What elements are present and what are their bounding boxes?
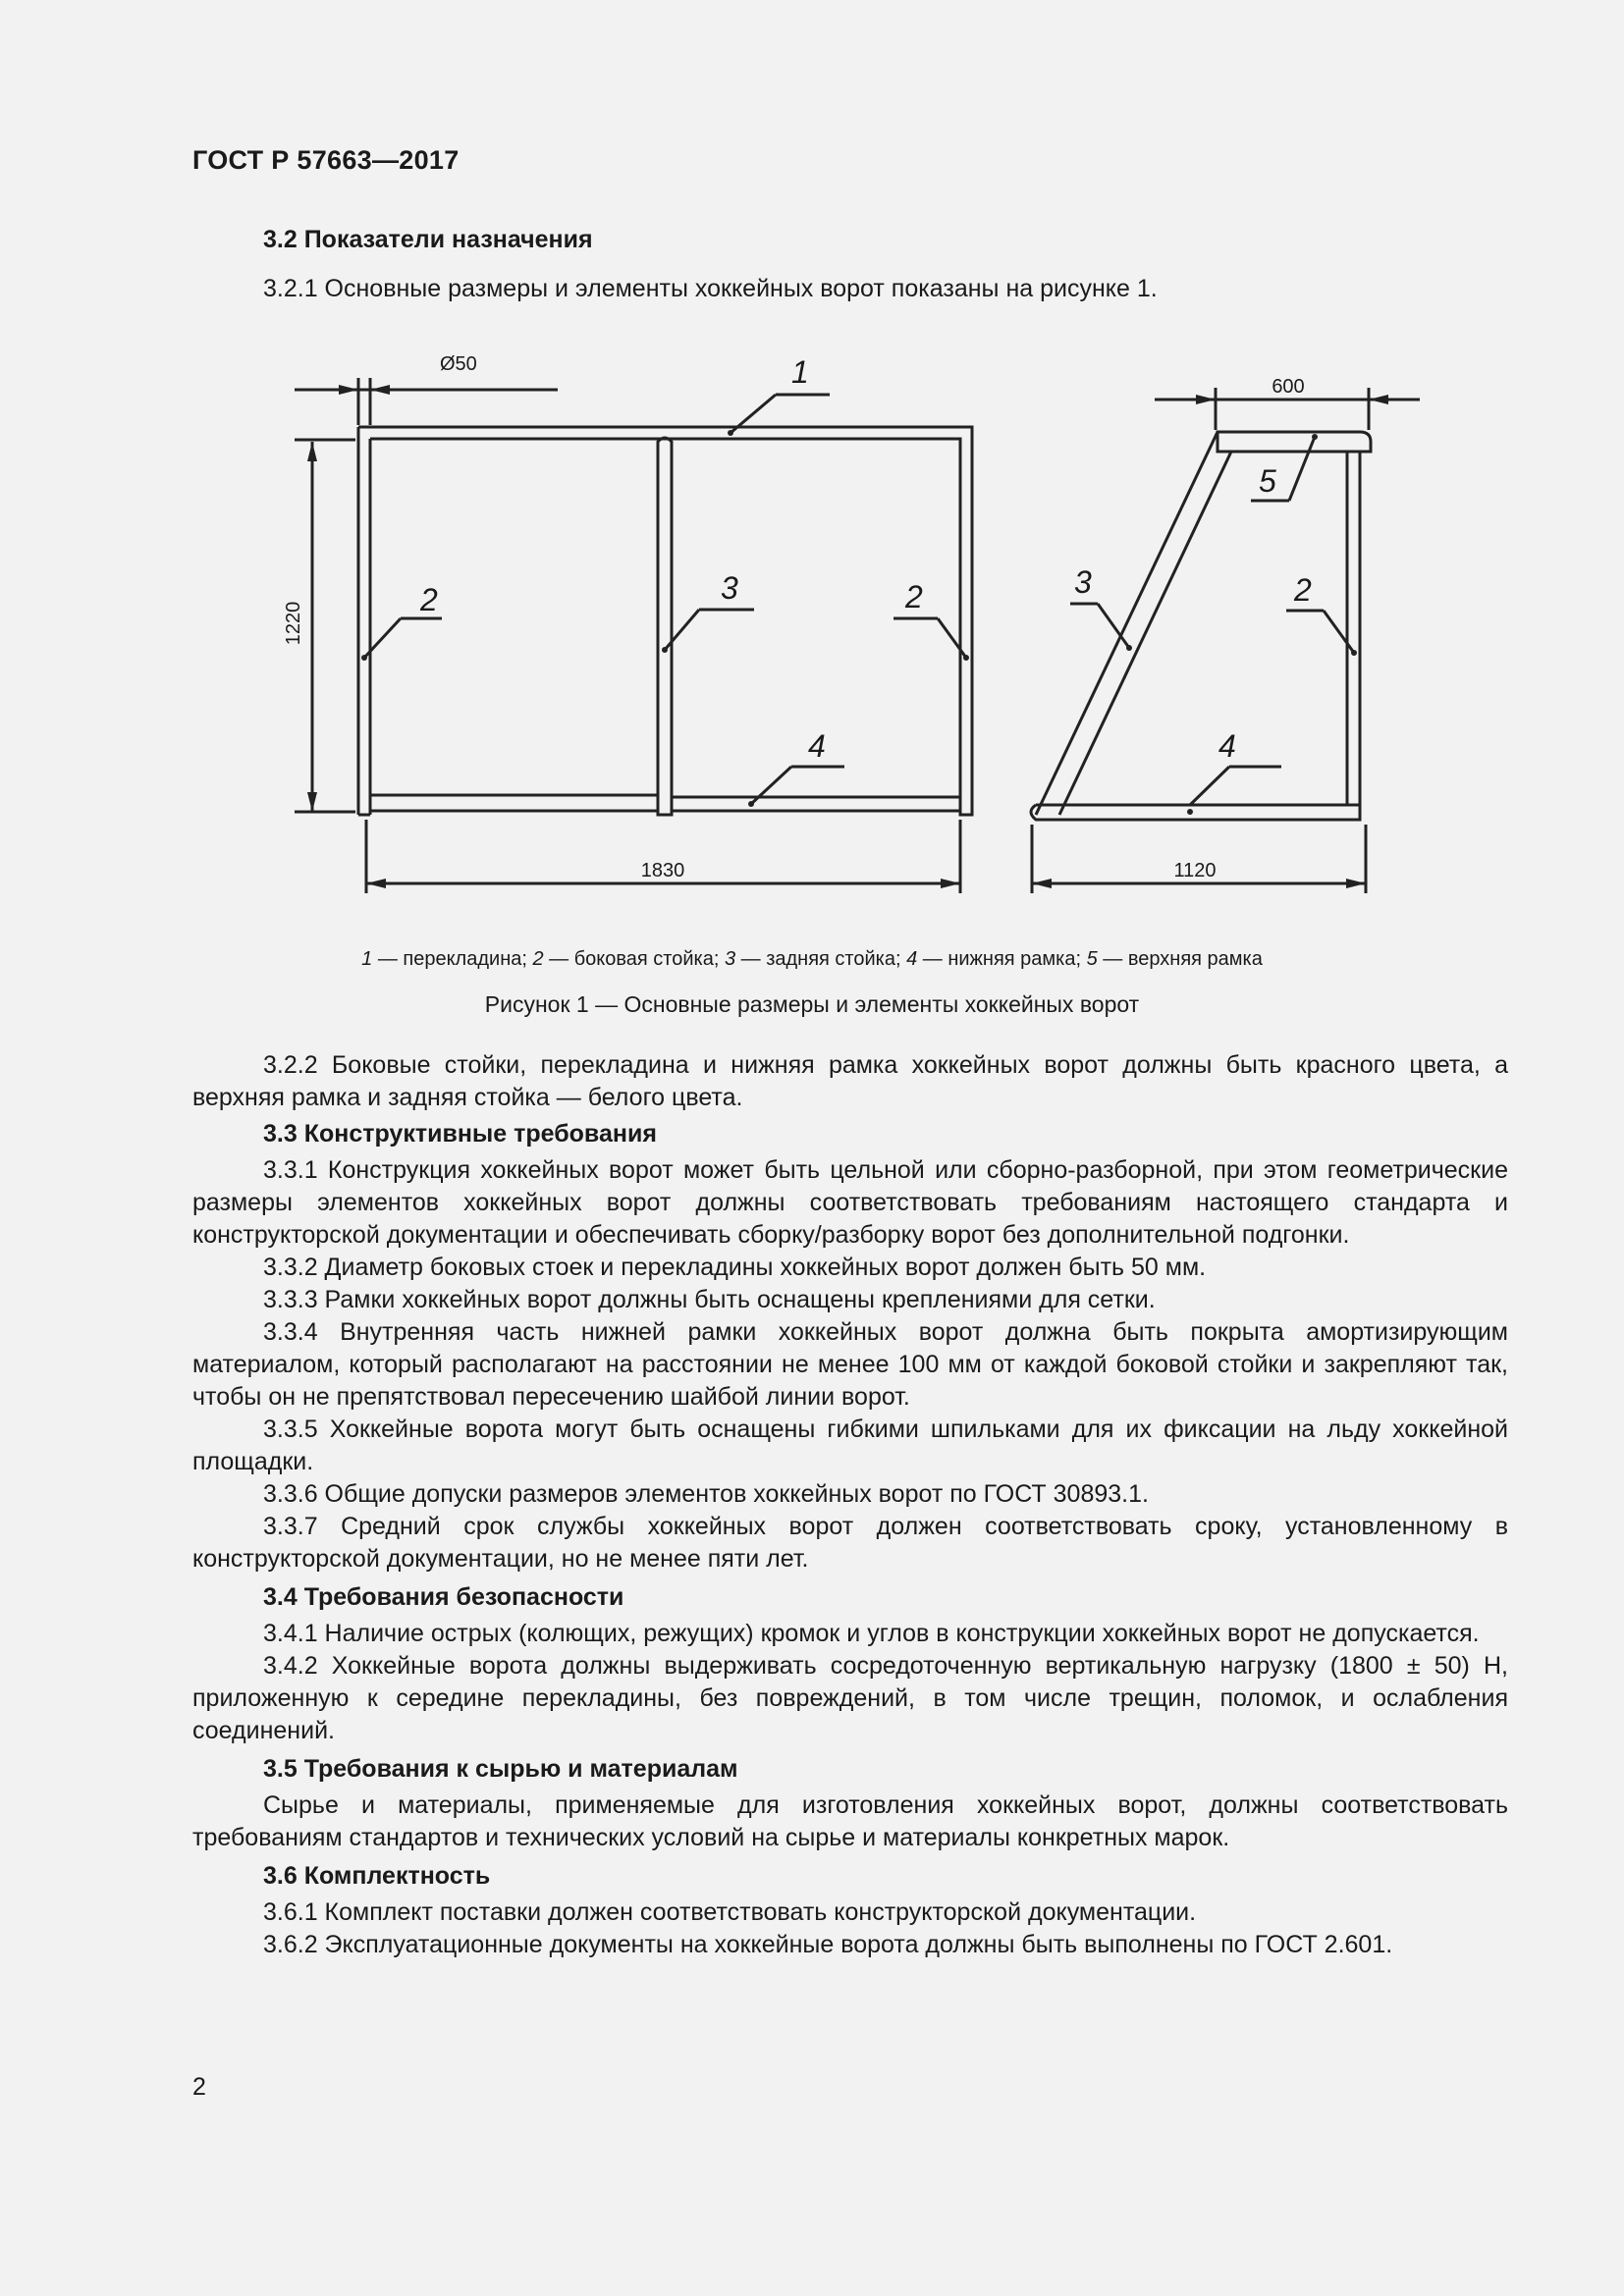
- section-heading: 3.2 Показатели назначения: [263, 226, 593, 253]
- callout-label: 3: [1074, 564, 1092, 600]
- callout-label: 5: [1259, 463, 1276, 499]
- paragraph: 3.6.1 Комплект поставки должен соответствовать конструкторской документации.: [263, 1898, 1197, 1926]
- page-number: 2: [192, 2073, 206, 2101]
- section-3-2: [192, 224, 1508, 305]
- dim-height: 1220: [283, 601, 304, 646]
- paragraph: 3.3.1 Конструкция хоккейных ворот может быть цельной или сборно-разборной, при этом геометрические размеры элементов хоккейных ворот должны соответствовать требованиям настоящего стандарта и конструкторской документации и обеспечивать сборку/разборку ворот без дополнительной подгонки.: [192, 1156, 1508, 1249]
- main-body: [192, 1049, 1508, 1961]
- crossbar: [358, 427, 972, 815]
- legend-text: — боковая стойка;: [543, 948, 725, 970]
- legend-text: — верхняя рамка: [1097, 948, 1263, 970]
- document-header: ГОСТ Р 57663—2017: [192, 145, 460, 175]
- middle-post: [658, 438, 672, 815]
- legend-number: 5: [1086, 948, 1098, 970]
- section-heading: 3.3 Конструктивные требования: [263, 1120, 657, 1148]
- section-heading: 3.6 Комплектность: [263, 1862, 491, 1890]
- paragraph: Сырье и материалы, применяемые для изготовления хоккейных ворот, должны соответствовать требованиям стандартов и технических условий на сырье и материалы конкретных марок.: [192, 1791, 1508, 1851]
- bottom-frame: [370, 795, 960, 811]
- callout-label: 3: [721, 570, 738, 606]
- paragraph: 3.3.3 Рамки хоккейных ворот должны быть оснащены креплениями для сетки.: [263, 1286, 1156, 1313]
- paragraph: 3.6.2 Эксплуатационные документы на хоккейные ворота должны быть выполнены по ГОСТ 2.601.: [263, 1931, 1393, 1958]
- section-heading: 3.5 Требования к сырью и материалам: [263, 1755, 738, 1783]
- legend-number: 1: [361, 948, 373, 970]
- paragraph: 3.3.2 Диаметр боковых стоек и перекладины хоккейных ворот должен быть 50 мм.: [263, 1254, 1207, 1281]
- callout-label: 2: [420, 582, 438, 617]
- paragraph: 3.3.7 Средний срок службы хоккейных ворот должен соответствовать сроку, установленному в конструкторской документации, но не менее пяти лет.: [192, 1513, 1508, 1573]
- paragraph: 3.4.2 Хоккейные ворота должны выдерживать сосредоточенную вертикальную нагрузку (1800 ± 50) Н, приложенную к середине перекладины, без повреждений, в том числе трещин, поломок, и ослабления соединений.: [192, 1652, 1508, 1744]
- section-heading: 3.4 Требования безопасности: [263, 1583, 624, 1611]
- legend-text: — перекладина;: [372, 948, 533, 970]
- paragraph: 3.4.1 Наличие острых (колющих, режущих) кромок и углов в конструкции хоккейных ворот не допускается.: [263, 1620, 1480, 1647]
- dim-width-front: 1830: [640, 860, 685, 881]
- dim-depth-top: 600: [1272, 376, 1305, 398]
- dim-diameter: Ø50: [440, 353, 477, 375]
- paragraph: 3.2.1 Основные размеры и элементы хоккейных ворот показаны на рисунке 1.: [263, 275, 1158, 302]
- callout-label: 2: [905, 579, 923, 614]
- paragraph: 3.3.4 Внутренняя часть нижней рамки хоккейных ворот должна быть покрыта амортизирующим материалом, который располагают на расстоянии не менее 100 мм от каждой боковой стойки и закрепляют так, чтобы он не препятствовал пересечению шайбой линии ворот.: [192, 1318, 1508, 1411]
- legend-number: 4: [906, 948, 918, 970]
- callout-label: 1: [791, 354, 809, 390]
- upper-frame: [1218, 432, 1371, 452]
- callout-label: 2: [1294, 572, 1312, 608]
- paragraph: 3.3.5 Хоккейные ворота могут быть оснащены гибкими шпильками для их фиксации на льду хоккейной площадки.: [192, 1415, 1508, 1475]
- paragraph: 3.2.2 Боковые стойки, перекладина и нижняя рамка хоккейных ворот должны быть красного цвета, а верхняя рамка и задняя стойка — белого цвета.: [192, 1051, 1508, 1111]
- legend-number: 2: [532, 948, 544, 970]
- figure-legend: [0, 948, 1624, 971]
- legend-text: — нижняя рамка;: [917, 948, 1087, 970]
- paragraph: 3.3.6 Общие допуски размеров элементов хоккейных ворот по ГОСТ 30893.1.: [263, 1480, 1149, 1508]
- legend-text: — задняя стойка;: [735, 948, 907, 970]
- callout-label: 4: [808, 728, 826, 764]
- goal-drawing: [0, 324, 1624, 933]
- dim-depth-bottom: 1120: [1173, 860, 1217, 881]
- figure-title: Рисунок 1 — Основные размеры и элементы хоккейных ворот: [484, 991, 1140, 1017]
- callout-label: 4: [1218, 728, 1236, 764]
- legend-number: 3: [724, 948, 736, 970]
